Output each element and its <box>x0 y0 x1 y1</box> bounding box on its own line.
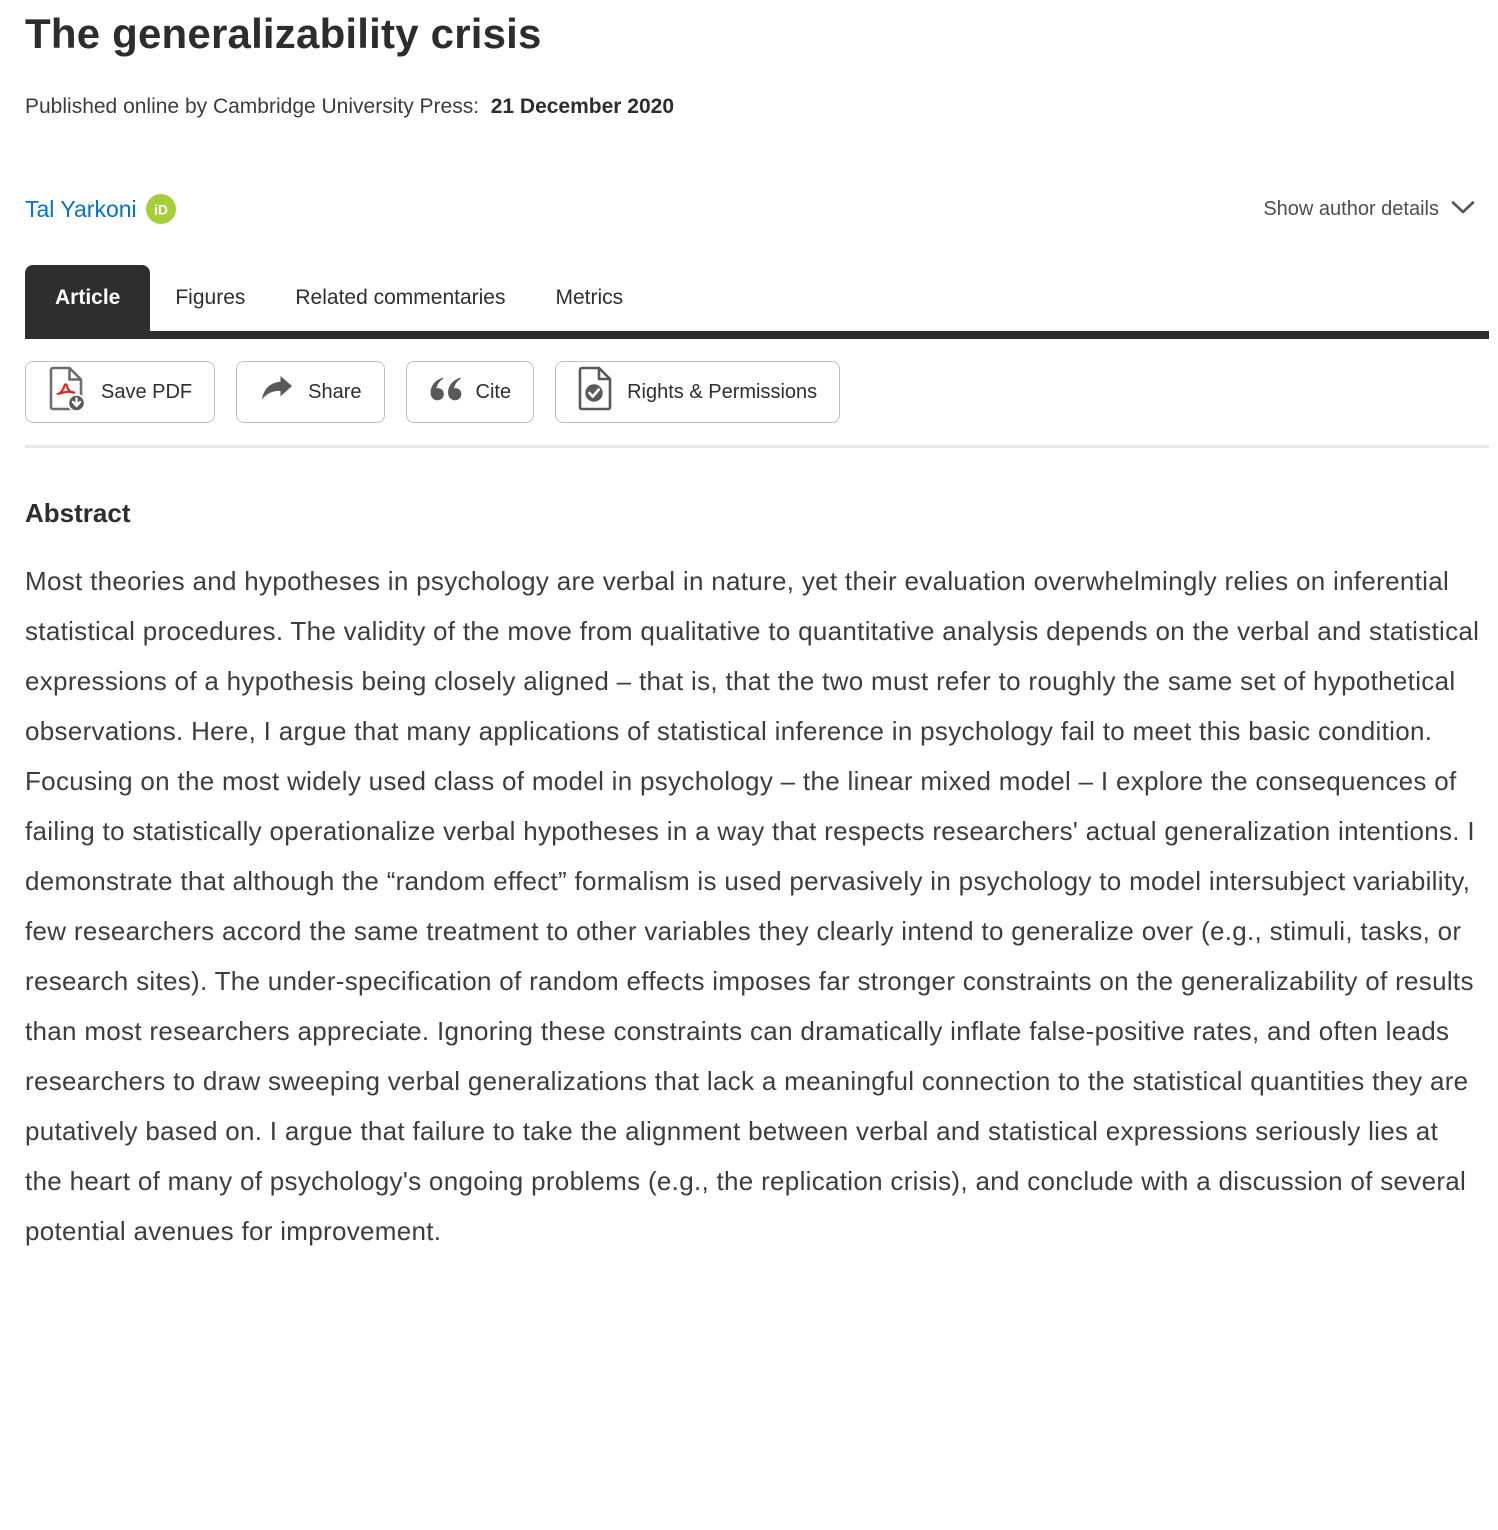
tab-article[interactable]: Article <box>25 265 150 331</box>
published-line <box>25 94 1489 120</box>
rights-permissions-label: Rights & Permissions <box>627 380 818 403</box>
rights-check-document-icon <box>578 366 614 418</box>
orcid-icon[interactable] <box>146 194 176 224</box>
published-label: Published online by Cambridge University Press: <box>25 95 480 118</box>
svg-text:iD: iD <box>153 201 168 218</box>
share-button[interactable] <box>236 361 384 423</box>
author-link[interactable]: Tal Yarkoni <box>25 195 137 222</box>
tab-bar <box>25 265 1489 331</box>
pdf-download-icon <box>48 366 88 418</box>
section-divider <box>25 445 1489 448</box>
share-label: Share <box>308 380 362 403</box>
tab-figures[interactable]: Figures <box>175 286 246 309</box>
author-block <box>25 194 176 224</box>
quote-icon <box>429 377 463 407</box>
tab-underline <box>25 331 1489 339</box>
abstract-text: Most theories and hypotheses in psychology are verbal in nature, yet their evaluation overwhelmingly relies on inferential statistical procedures. The validity of the move from qualitative to quantitative analysis depends on the verbal and statistical expressions of a hypothesis being closely aligned – that is, that the two must refer to roughly the same set of hypothetical observations. Here, I argue that many applications of statistical inference in psychology fail to meet this basic condition. Focusing on the most widely used class of model in psychology – the linear mixed model – I explore the consequences of failing to statistically operationalize verbal hypotheses in a way that respects researchers' actual generalization intentions. I demonstrate that although the “random effect” formalism is used pervasively in psychology to model intersubject variability, few researchers accord the same treatment to other variables they clearly intend to generalize over (e.g., stimuli, tasks, or research sites). The under-specification of random effects imposes far stronger constraints on the generalizability of results than most researchers appreciate. Ignoring these constraints can dramatically inflate false-positive rates, and often leads researchers to draw sweeping verbal generalizations that lack a meaningful connection to the statistical quantities they are putatively based on. I argue that failure to take the alignment between verbal and statistical expressions seriously lies at the heart of many of psychology's ongoing problems (e.g., the replication crisis), and conclude with a discussion of several potential avenues for improvement. <box>25 566 1480 1246</box>
save-pdf-label: Save PDF <box>101 380 193 403</box>
tab-related-commentaries[interactable]: Related commentaries <box>295 286 506 309</box>
chevron-down-icon <box>1451 198 1475 221</box>
save-pdf-button[interactable] <box>25 361 215 423</box>
share-icon <box>259 375 295 409</box>
show-author-details-button[interactable] <box>1263 198 1475 221</box>
article-page <box>0 8 1498 1256</box>
published-date: 21 December 2020 <box>490 95 675 118</box>
cite-button[interactable] <box>406 361 535 423</box>
show-author-details-label: Show author details <box>1263 197 1439 220</box>
author-row <box>25 193 1489 225</box>
abstract-heading: Abstract <box>25 498 131 528</box>
action-button-row <box>25 361 1489 423</box>
tab-metrics[interactable]: Metrics <box>555 286 624 309</box>
page-title: The generalizability crisis <box>25 10 542 57</box>
cite-label: Cite <box>475 380 512 403</box>
rights-permissions-button[interactable] <box>555 361 840 423</box>
